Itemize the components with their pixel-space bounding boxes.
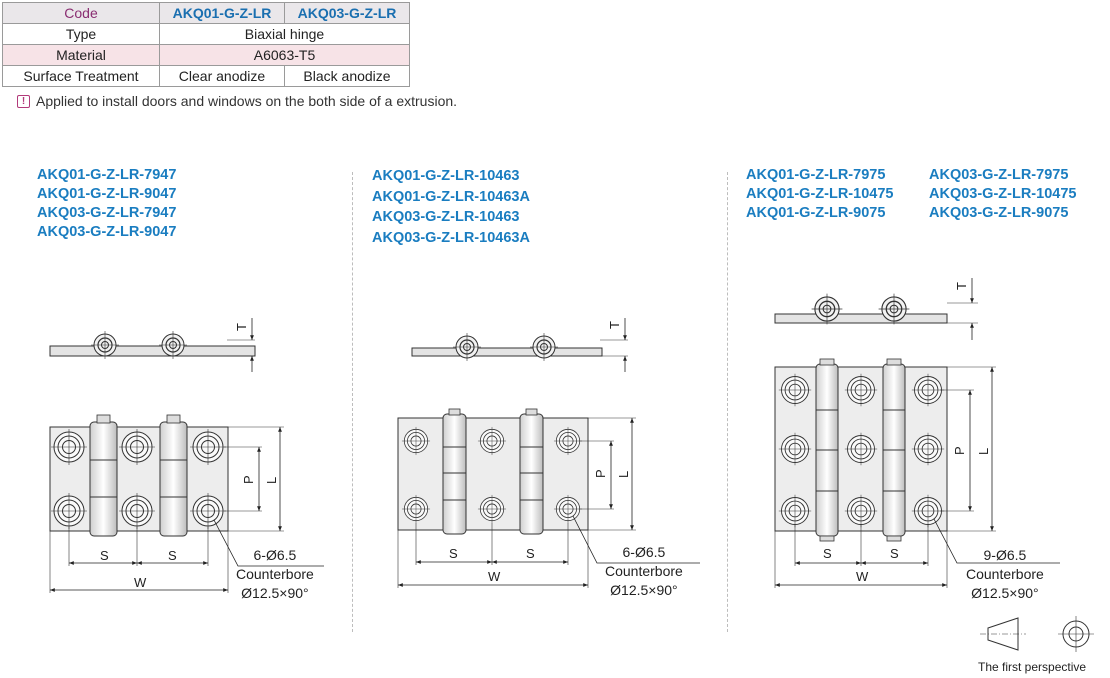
group2-model: AKQ03-G-Z-LR-10463A bbox=[372, 229, 530, 246]
hole-count: 6-Ø6.5 bbox=[253, 547, 297, 563]
dim-l-label: L bbox=[264, 476, 279, 484]
counterbore-label: Counterbore bbox=[966, 566, 1044, 582]
group2-side-view bbox=[412, 318, 628, 372]
counterbore-label: Counterbore bbox=[605, 563, 683, 579]
type-label: Type bbox=[3, 24, 160, 45]
material-value: A6063-T5 bbox=[160, 45, 410, 66]
circle-view-icon bbox=[1058, 616, 1094, 652]
group1-model: AKQ03-G-Z-LR-7947 bbox=[37, 205, 177, 221]
counterbore-spec: Ø12.5×90° bbox=[241, 585, 309, 601]
dim-p-label: P bbox=[593, 469, 608, 478]
dim-l-label: L bbox=[976, 447, 991, 455]
exclamation-icon: ! bbox=[17, 95, 30, 108]
dim-t-label: T bbox=[234, 323, 249, 331]
group1-hole-callout bbox=[236, 546, 314, 603]
material-label: Material bbox=[3, 45, 160, 66]
surface-value-1: Clear anodize bbox=[160, 66, 285, 87]
group3-model: AKQ01-G-Z-LR-10475 bbox=[746, 186, 894, 202]
group3-model: AKQ01-G-Z-LR-9075 bbox=[746, 205, 886, 221]
dim-w-label: W bbox=[134, 575, 147, 590]
group2-hole-callout bbox=[605, 543, 683, 600]
code-label: Code bbox=[3, 3, 160, 24]
type-value: Biaxial hinge bbox=[160, 24, 410, 45]
dim-w-label: W bbox=[488, 569, 501, 584]
group1-side-view bbox=[50, 318, 255, 372]
surface-label: Surface Treatment bbox=[3, 66, 160, 87]
group2-model: AKQ03-G-Z-LR-10463 bbox=[372, 209, 520, 225]
hole-count: 6-Ø6.5 bbox=[622, 544, 666, 560]
group3-model: AKQ03-G-Z-LR-9075 bbox=[929, 205, 1069, 221]
group3-model: AKQ03-G-Z-LR-10475 bbox=[929, 186, 1077, 202]
dim-s-label: S bbox=[449, 546, 458, 561]
dim-s-label: S bbox=[823, 546, 832, 561]
hole-count: 9-Ø6.5 bbox=[983, 547, 1027, 563]
dim-t-label: T bbox=[954, 282, 969, 290]
group3-side-view bbox=[775, 278, 978, 340]
group3-model: AKQ03-G-Z-LR-7975 bbox=[929, 167, 1069, 183]
note-text: Applied to install doors and windows on the both side of a extrusion. bbox=[36, 93, 458, 109]
counterbore-spec: Ø12.5×90° bbox=[971, 585, 1039, 601]
dim-s-label: S bbox=[168, 548, 177, 563]
dim-s-label: S bbox=[890, 546, 899, 561]
dim-l-label: L bbox=[616, 470, 631, 478]
group1-model: AKQ01-G-Z-LR-7947 bbox=[37, 167, 177, 183]
group2-model: AKQ01-G-Z-LR-10463A bbox=[372, 188, 530, 205]
first-perspective-label: The first perspective bbox=[978, 660, 1087, 674]
counterbore-label: Counterbore bbox=[236, 566, 314, 582]
surface-value-2: Black anodize bbox=[285, 66, 410, 87]
model-header-1: AKQ01-G-Z-LR bbox=[160, 3, 285, 24]
counterbore-spec: Ø12.5×90° bbox=[610, 582, 678, 598]
dim-p-label: P bbox=[952, 446, 967, 455]
group3-hole-callout bbox=[966, 546, 1044, 603]
cone-view-icon bbox=[980, 618, 1026, 650]
group3-model: AKQ01-G-Z-LR-7975 bbox=[746, 167, 886, 183]
dim-p-label: P bbox=[241, 475, 256, 484]
group1-model: AKQ01-G-Z-LR-9047 bbox=[37, 186, 177, 202]
group1-model: AKQ03-G-Z-LR-9047 bbox=[37, 224, 177, 240]
dim-t-label: T bbox=[607, 321, 622, 329]
model-header-2: AKQ03-G-Z-LR bbox=[285, 3, 410, 24]
group2-model: AKQ01-G-Z-LR-10463 bbox=[372, 168, 520, 184]
dim-s-label: S bbox=[526, 546, 535, 561]
dim-w-label: W bbox=[856, 569, 869, 584]
dim-s-label: S bbox=[100, 548, 109, 563]
